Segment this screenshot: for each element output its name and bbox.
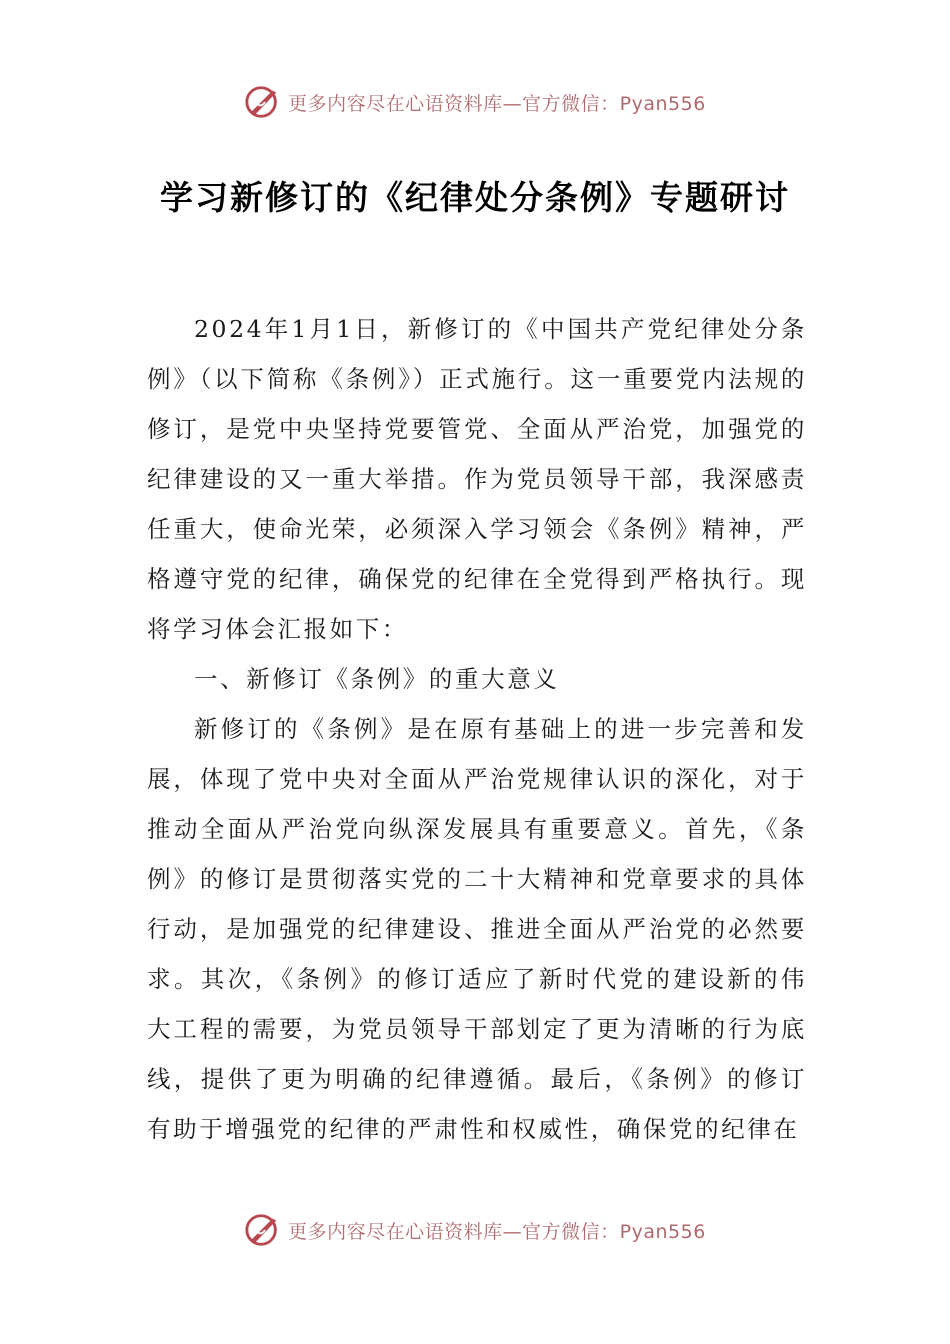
paragraph-intro: 2024年1月1日，新修订的《中国共产党纪律处分条例》（以下简称《条例》）正式施行。这一重要党内法规的修订，是党中央坚持党要管党、全面从严治党，加强党的纪律建设的又一重大举措。作为党员领导干部，我深感责任重大，使命光荣，必须深入学习领会《条例》精神，严格遵守党的纪律，确保党的纪律在全党得到严格执行。现将学习体会汇报如下： bbox=[147, 315, 807, 643]
document-title: 学习新修订的《纪律处分条例》专题研讨 bbox=[160, 178, 790, 217]
pen-logo-icon bbox=[244, 83, 282, 121]
section-heading-1: 一、新修订《条例》的重大意义 bbox=[194, 665, 560, 693]
document-body bbox=[147, 304, 807, 1154]
paragraph-significance: 新修订的《条例》是在原有基础上的进一步完善和发展，体现了党中央对全面从严治党规律认识的深化，对于推动全面从严治党向纵深发展具有重要意义。首先，《条例》的修订是贯彻落实党的二十大精神和党章要求的具体行动，是加强党的纪律建设、推进全面从严治党的必然要求。其次，《条例》的修订适应了新时代党的建设新的伟大工程的需要，为党员领导干部划定了更为清晰的行为底线，提供了更为明确的纪律遵循。最后，《条例》的修订有助于增强党的纪律的严肃性和权威性，确保党的纪律在 bbox=[147, 715, 807, 1143]
watermark-banner-top bbox=[0, 82, 950, 122]
watermark-text-bottom: 更多内容尽在心语资料库—官方微信：Pyan556 bbox=[288, 1220, 706, 1243]
pen-logo-icon bbox=[244, 1211, 282, 1249]
watermark-banner-bottom bbox=[0, 1210, 950, 1250]
watermark-text-top: 更多内容尽在心语资料库—官方微信：Pyan556 bbox=[288, 92, 706, 115]
